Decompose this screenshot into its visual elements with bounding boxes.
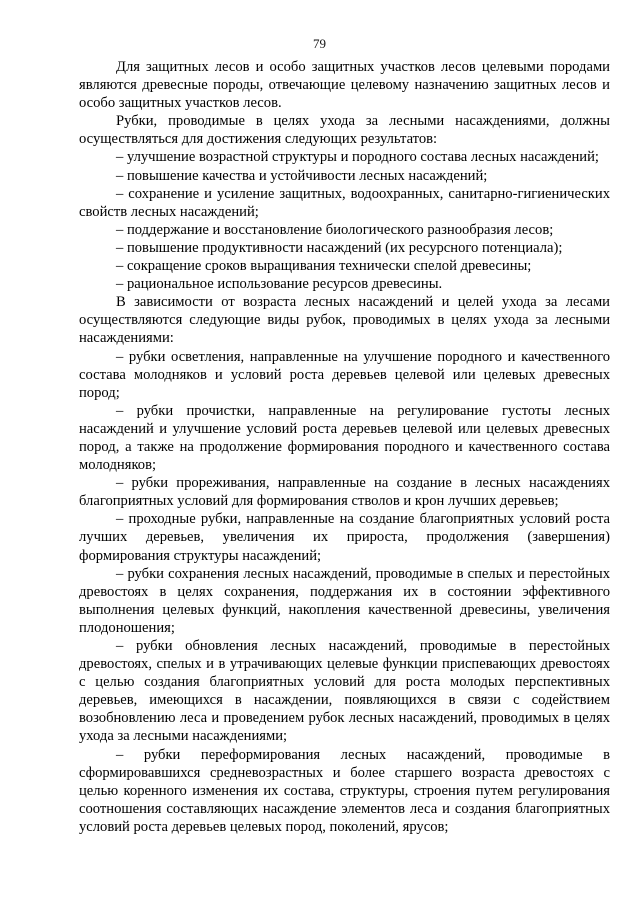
list-item-thinning-felling: – рубки прореживания, направленные на создание в лесных насаждениях благоприятных условий для формирования стволов и крон лучших деревьев;: [79, 475, 610, 510]
paragraph-care-felling-goals: Рубки, проводимые в целях ухода за лесными насаждениями, должны осуществляться для достижения следующих результатов:: [79, 113, 610, 148]
list-item-rational-use: – рациональное использование ресурсов древесины.: [116, 276, 443, 293]
list-item-quality-stability: – повышение качества и устойчивости лесных насаждений;: [116, 167, 488, 184]
list-item-reformation-felling: – рубки переформирования лесных насаждений, проводимые в сформировавшихся средневозрастных и более старшего возраста древостоях с целью коренного изменения их состава, структуры, строения путем регулирования соотношения составляющих насаждение элементов леса и создания благоприятных условий роста деревьев целевых пород, поколений, ярусов;: [79, 746, 610, 835]
document-body: [79, 58, 610, 836]
page-number: 79: [313, 36, 326, 51]
list-item-growing-time: – сокращение сроков выращивания технически спелой древесины;: [116, 258, 532, 275]
list-item-protective-properties: – сохранение и усиление защитных, водоохранных, санитарно-гигиенических свойств лесных насаждений;: [79, 185, 610, 220]
paragraph-target-species: Для защитных лесов и особо защитных участков лесов целевыми породами являются древесные породы, отвечающие целевому назначению защитных лесов и особо защитных участков лесов.: [79, 59, 610, 112]
paragraph-felling-types-intro: В зависимости от возраста лесных насаждений и целей ухода за лесами осуществляются следующие виды рубок, проводимых в целях ухода за лесными насаждениями:: [79, 294, 610, 347]
list-item-clarification-felling: – рубки осветления, направленные на улучшение породного и качественного состава молодняков и условий роста деревьев целевой или целевых древесных пород;: [79, 348, 610, 401]
list-item-cleaning-felling: – рубки прочистки, направленные на регулирование густоты лесных насаждений и улучшение условий роста деревьев целевой или целевых древесных пород, а также на продолжение формирования породного и качественного состава молодняков;: [79, 402, 610, 474]
list-item-preservation-felling: – рубки сохранения лесных насаждений, проводимые в спелых и перестойных древостоях в целях сохранения, поддержания их в состоянии эффективного выполнения целевых функций, накопления качественной древесины, увеличения плодоношения;: [79, 565, 610, 636]
list-item-passing-felling: – проходные рубки, направленные на создание благоприятных условий роста лучших деревьев, увеличения их прироста, продолжения (завершения) формирования структуры насаждений;: [79, 511, 610, 564]
list-item-renewal-felling: – рубки обновления лесных насаждений, проводимые в перестойных древостоях, спелых и в утрачивающих целевые функции приспевающих древостоях с целью создания благоприятных условий для роста молодых перспективных деревьев, имеющихся в насаждении, появляющихся в связи с содействием возобновлению леса и проведением рубок лесных насаждений, проводимых в целях ухода за лесными насаждениями;: [79, 638, 610, 745]
list-item-biodiversity: – поддержание и восстановление биологического разнообразия лесов;: [116, 221, 554, 238]
list-item-productivity: – повышение продуктивности насаждений (их ресурсного потенциала);: [116, 239, 563, 256]
list-item-age-structure: – улучшение возрастной структуры и породного состава лесных насаждений;: [116, 149, 599, 166]
